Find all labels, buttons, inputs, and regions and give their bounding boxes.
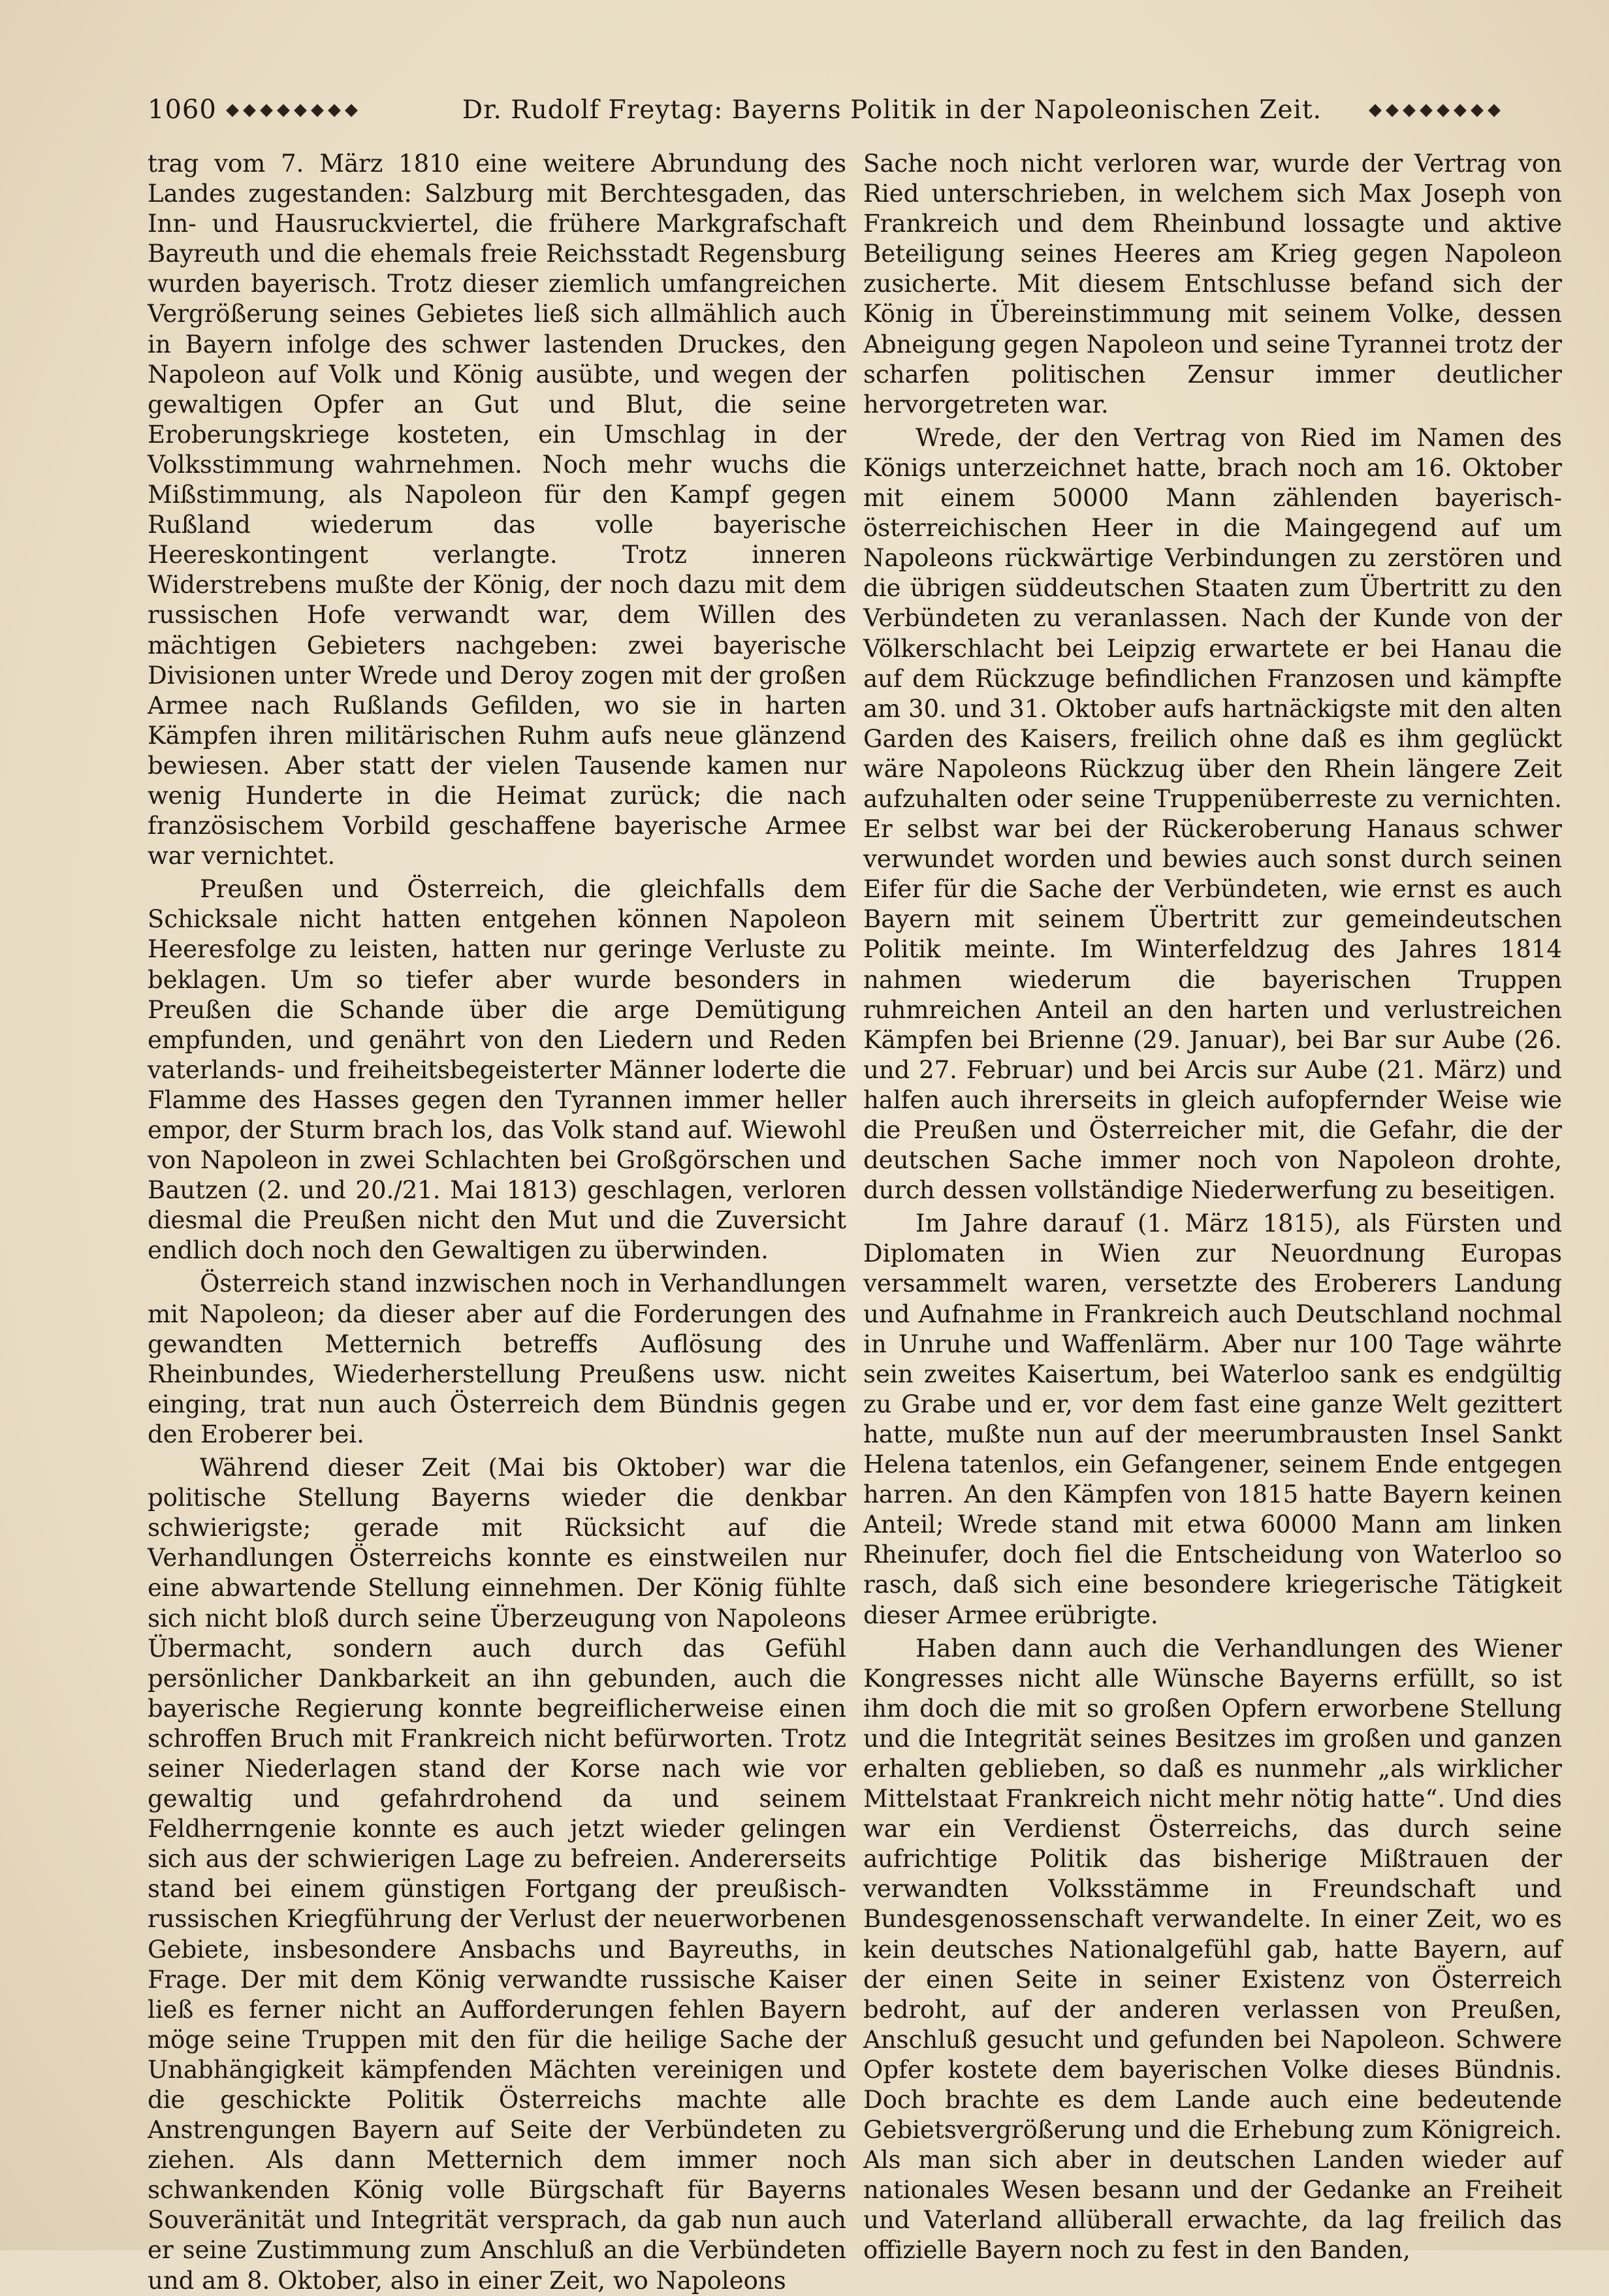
paragraph: Preußen und Österreich, die gleichfalls dem Schicksale nicht hatten entgehen können Napoleon Heeresfolge zu leisten, hatten nur geringe Verluste zu beklagen. Um so tiefer aber wurde besonders in Preußen die Schande über die arge Demütigung empfunden, und genährt von den Liedern und Reden vaterlands- und freiheitsbegeisterter Männer loderte die Flamme des Hasses gegen den Tyrannen immer heller empor, der Sturm brach los, das Volk stand auf. Wiewohl von Napoleon in zwei Schlachten bei Großgörschen und Bautzen (2. und 20./21. Mai 1813) geschlagen, verloren diesmal die Preußen nicht den Mut und die Zuversicht endlich doch noch den Gewaltigen zu überwinden. (148, 875, 846, 1265)
paragraph: Im Jahre darauf (1. März 1815), als Fürsten und Diplomaten in Wien zur Neuordnung Europas versammelt waren, versetzte des Eroberers Landung und Aufnahme in Frankreich auch Deutschland nochmal in Unruhe und Waffenlärm. Aber nur 100 Tage währte sein zweites Kaisertum, bei Waterloo sank es endgültig zu Grabe und er, vor dem fast eine ganze Welt gezittert hatte, mußte nun auf der meerumbrausten Insel Sankt Helena tatenlos, ein Gefangener, seinem Ende entgegen harren. An den Kämpfen von 1815 hatte Bayern keinen Anteil; Wrede stand mit etwa 60000 Mann am linken Rheinufer, doch fiel die Entscheidung von Waterloo so rasch, daß sich eine besondere kriegerische Tätigkeit dieser Armee erübrigte. (863, 1209, 1562, 1629)
page-number: 1060 (148, 95, 217, 125)
paragraph: Wrede, der den Vertrag von Ried im Namen des Königs unterzeichnet hatte, brach noch am 16. Oktober mit einem 50000 Mann zählenden bayerisch-österreichischen Heer in die Maingegend auf um Napoleons rückwärtige Verbindungen zu zerstören und die übrigen süddeutschen Staaten zum Übertritt zu den Verbündeten zu veranlassen. Nach der Kunde von der Völkerschlacht bei Leipzig erwartete er bei Hanau die auf dem Rückzuge befindlichen Franzosen und kämpfte am 30. und 31. Oktober aufs hartnäckigste mit den alten Garden des Kaisers, freilich ohne daß es ihm geglückt wäre Napoleons Rückzug über den Rhein längere Zeit aufzuhalten oder seine Truppenüberreste zu vernichten. Er selbst war bei der Rückeroberung Hanaus schwer verwundet worden und bewies auch sonst durch seinen Eifer für die Sache der Verbündeten, wie ernst es auch Bayern mit seinem Übertritt zur gemeindeutschen Politik meinte. Im Winterfeldzug des Jahres 1814 nahmen wiederum die bayerischen Truppen ruhmreichen Anteil an den harten und verlustreichen Kämpfen bei Brienne (29. Januar), bei Bar sur Aube (26. und 27. Februar) und bei Arcis sur Aube (21. März) und halfen auch ihrerseits in gleich aufopfernder Weise wie die Preußen und Österreicher mit, die Gefahr, die der deutschen Sache immer noch von Napoleon drohte, durch dessen vollständige Niederwerfung zu beseitigen. (863, 423, 1562, 1205)
paragraph: Sache noch nicht verloren war, wurde der Vertrag von Ried unterschrieben, in welchem sich Max Joseph von Frankreich und dem Rheinbund lossagte und aktive Beteiligung seines Heeres am Krieg gegen Napoleon zusicherte. Mit diesem Entschlusse befand sich der König in Übereinstimmung mit seinem Volke, dessen Abneigung gegen Napoleon und seine Tyrannei trotz der scharfen politischen Zensur immer deutlicher hervorgetreten war. (863, 150, 1562, 419)
ornament-right: ◆◆◆◆◆◆◆◆ (1369, 100, 1505, 120)
running-header (148, 84, 1558, 136)
paragraph: Haben dann auch die Verhandlungen des Wiener Kongresses nicht alle Wünsche Bayerns erfüllt, so ist ihm doch die mit so großen Opfern erworbene Stellung und die Integrität seines Besitzes im großen und ganzen erhalten geblieben, so daß es nunmehr „als wirklicher Mittelstaat Frankreich nicht mehr nötig hatte“. Und dies war ein Verdienst Österreichs, das durch seine aufrichtige Politik das bisherige Mißtrauen der verwandten Volksstämme in Freundschaft und Bundesgenossenschaft verwandelte. In einer Zeit, wo es kein deutsches Nationalgefühl gab, hatte Bayern, auf der einen Seite in seiner Existenz von Österreich bedroht, auf der anderen verlassen von Preußen, Anschluß gesucht und gefunden bei Napoleon. Schwere Opfer kostete dem bayerischen Volke dieses Bündnis. Doch brachte es dem Lande auch eine bedeutende Gebietsvergrößerung und die Erhebung zum Königreich. Als man sich aber in deutschen Landen wieder auf nationales Wesen besann und der Gedanke an Freiheit und Vaterland allüberall erwachte, da lag freilich das offizielle Bayern noch zu fest in den Banden, (863, 1634, 1562, 2265)
left-column (148, 149, 846, 2296)
right-column (863, 149, 1562, 2266)
running-title: Dr. Rudolf Freytag: Bayerns Politik in der Napoleonischen Zeit. (462, 95, 1322, 125)
paragraph: Österreich stand inzwischen noch in Verhandlungen mit Napoleon; da dieser aber auf die Forderungen des gewandten Metternich betreffs Auflösung des Rheinbundes, Wiederherstellung Preußens usw. nicht einging, trat nun auch Österreich dem Bündnis gegen den Eroberer bei. (148, 1269, 846, 1448)
paragraph: trag vom 7. März 1810 eine weitere Abrundung des Landes zugestanden: Salzburg mit Berchtesgaden, das Inn- und Hausruckviertel, die frühere Markgrafschaft Bayreuth und die ehemals freie Reichsstadt Regensburg wurden bayerisch. Trotz dieser ziemlich umfangreichen Vergrößerung seines Gebietes ließ sich allmählich auch in Bayern infolge des schwer lastenden Druckes, den Napoleon auf Volk und König ausübte, und wegen der gewaltigen Opfer an Gut und Blut, die seine Eroberungskriege kosteten, ein Umschlag in der Volksstimmung wahrnehmen. Noch mehr wuchs die Mißstimmung, als Napoleon für den Kampf gegen Rußland wiederum das volle bayerische Heereskontingent verlangte. Trotz inneren Widerstrebens mußte der König, der noch dazu mit dem russischen Hofe verwandt war, dem Willen des mächtigen Gebieters nachgeben: zwei bayerische Divisionen unter Wrede und Deroy zogen mit der großen Armee nach Rußlands Gefilden, wo sie in harten Kämpfen ihren militärischen Ruhm aufs neue glänzend bewiesen. Aber statt der vielen Tausende kamen nur wenig Hunderte in die Heimat zurück; die nach französischem Vorbild geschaffene bayerische Armee war vernichtet. (148, 150, 846, 870)
paragraph: Während dieser Zeit (Mai bis Oktober) war die politische Stellung Bayerns wieder die denkbar schwierigste; gerade mit Rücksicht auf die Verhandlungen Österreichs konnte es einstweilen nur eine abwartende Stellung einnehmen. Der König fühlte sich nicht bloß durch seine Überzeugung von Napoleons Übermacht, sondern auch durch das Gefühl persönlicher Dankbarkeit an ihn gebunden, auch die bayerische Regierung konnte begreiflicherweise einen schroffen Bruch mit Frankreich nicht befürworten. Trotz seiner Niederlagen stand der Korse nach wie vor gewaltig und gefahrdrohend da und seinem Feldherrngenie konnte es auch jetzt wieder gelingen sich aus der schwierigen Lage zu befreien. Andererseits stand bei einem günstigen Fortgang der preußisch-russischen Kriegführung der Verlust der neuerworbenen Gebiete, insbesondere Ansbachs und Bayreuths, in Frage. Der mit dem König verwandte russische Kaiser ließ es ferner nicht an Aufforderungen fehlen Bayern möge seine Truppen mit den für die heilige Sache der Unabhängigkeit kämpfenden Mächten vereinigen und die geschickte Politik Österreichs machte alle Anstrengungen Bayern auf Seite der Verbündeten zu ziehen. Als dann Metternich dem immer noch schwankenden König volle Bürgschaft für Bayerns Souveränität und Integrität versprach, da gab nun auch er seine Zustimmung zum Anschluß an die Verbündeten und am 8. Oktober, also in einer Zeit, wo Napoleons (148, 1454, 846, 2295)
ornament-left: ◆◆◆◆◆◆◆◆ (226, 100, 362, 120)
